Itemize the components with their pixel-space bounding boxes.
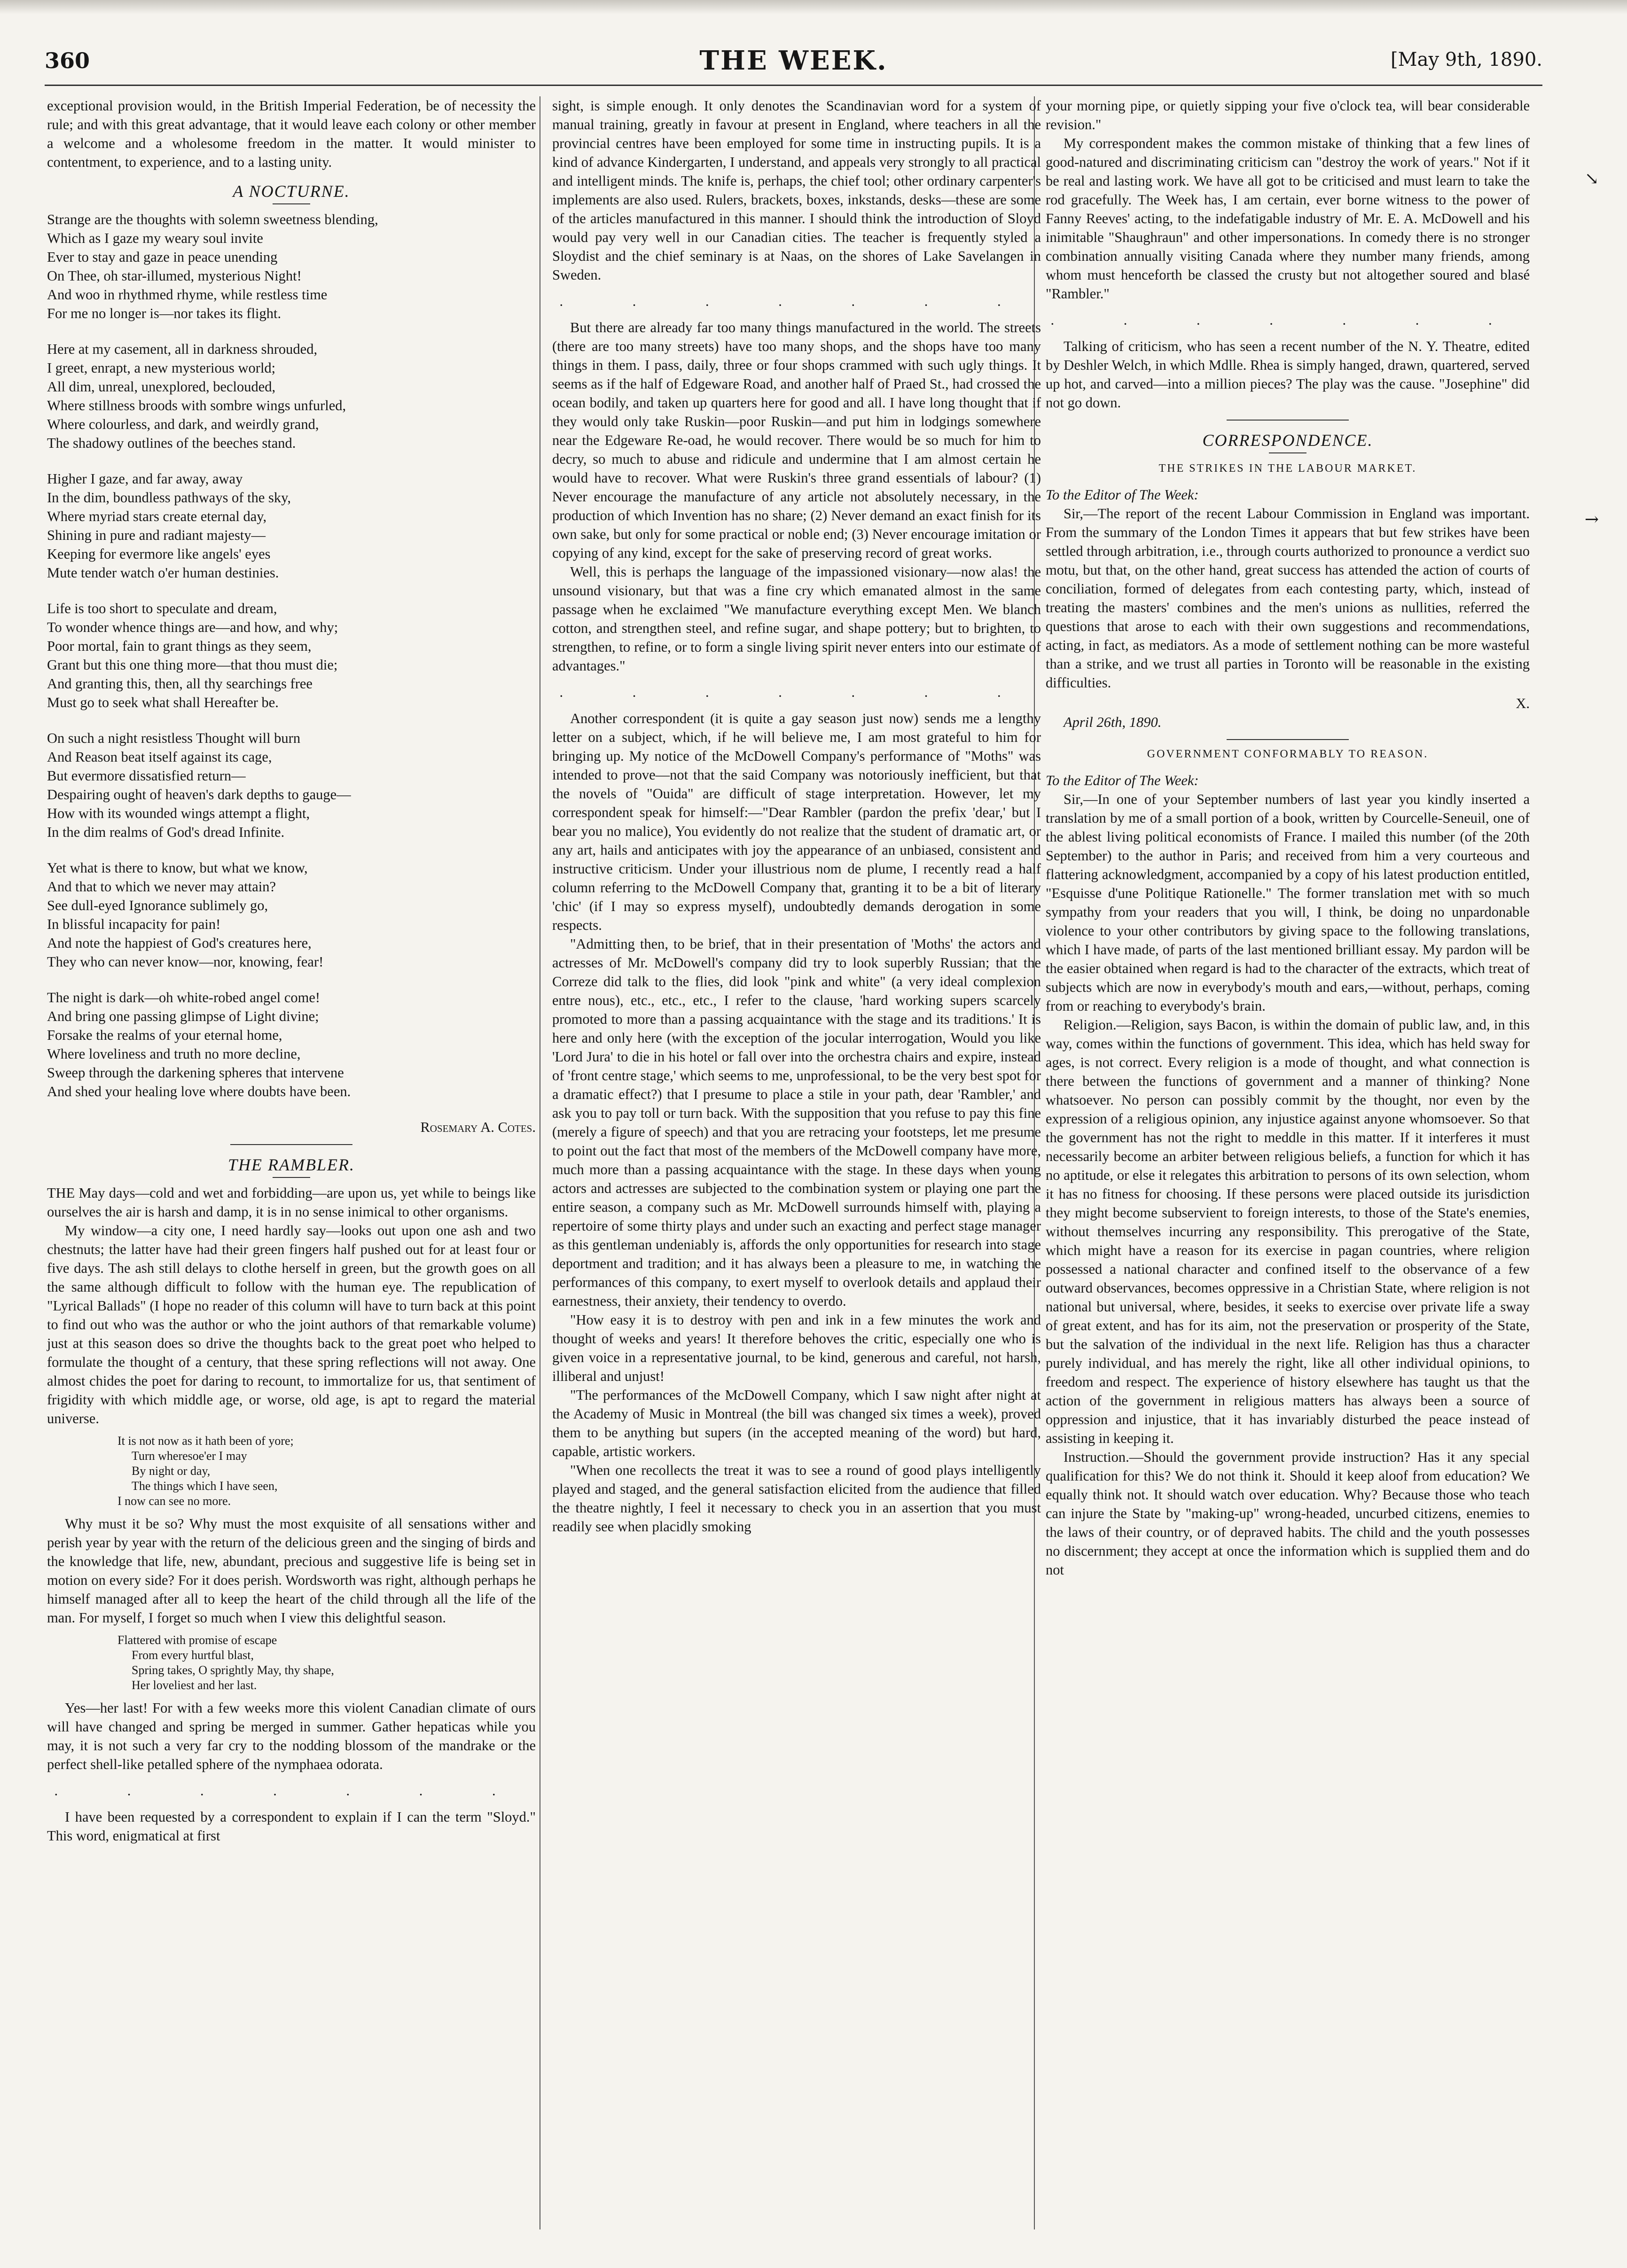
poem-line: And bring one passing glimpse of Light divine; [47, 1008, 319, 1024]
paragraph: Why must it be so? Why must the most exquisite of all sensations wither and perish year by year with the return of the delicious green and the singing of birds and the knowledge that life, new, abundant, precious and suggestive life is being set in motion on every side? For it does perish. Wordsworth was right, although perhaps he himself managed after all to keep the heart of the child through all the life of the man. For myself, I forget so much when I view this delightful season. [47, 1516, 536, 1626]
quote-line: The things which I have seen, [132, 1479, 278, 1493]
letter-heading: GOVERNMENT CONFORMABLY TO REASON. [1147, 748, 1429, 760]
page-header [45, 45, 1542, 78]
paragraph: But there are already far too many things manufactured in the world. The streets (there are too many streets) have too many shops, and the shops have too many things in them. I pass, daily, three or four shops crammed with such ugly things. It seems as if the half of Edgeware Road, and another half of Praed St., had crossed the ocean bodily, and taken up quarters here for good and all. I have long thought that if they would only take Ruskin—poor Ruskin—and put him in lodgings somewhere near the Edgeware Re-oad, he would recover. There would be so much for him to decry, so much to abuse and ridicule and undermine that I am almost certain he would have to recover. What were Ruskin's three grand essentials of labour? (1) Never encourage the manufacture of any article not absolutely necessary, in the production of which Invention has no share; (2) Never demand an exact finish for its own sake, but only for some practical or noble end; (3) Never encourage imitation or copying of any kind, except for the sake of preserving record of great works. [552, 320, 1041, 561]
poem-line: The shadowy outlines of the beeches stand. [47, 435, 296, 451]
poem [47, 210, 536, 1101]
section-title: A NOCTURNE. [233, 182, 350, 201]
poem-line: Grant but this one thing more—that thou must die; [47, 657, 338, 673]
poem-stanza [47, 599, 536, 712]
section-title: CORRESPONDENCE. [1202, 431, 1373, 450]
poem-line: To wonder whence things are—and how, and why; [47, 619, 338, 635]
poem-line: Which as I gaze my weary soul invite [47, 230, 263, 246]
poem-line: In the dim, boundless pathways of the sky, [47, 490, 291, 506]
paragraph: exceptional provision would, in the British Imperial Federation, be of necessity the rule; and with this great advantage, that it would leave each colony or other member a welcome and a wholesome freedom in the matter. It would minister to contentment, to experience, and to a lasting unity. [47, 98, 536, 170]
poem-line: On such a night resistless Thought will burn [47, 730, 301, 746]
paragraph: I have been requested by a correspondent to explain if I can the term "Sloyd." This word, enigmatical at first [47, 1809, 536, 1844]
issue-date: [May 9th, 1890. [1391, 49, 1542, 70]
quote-line: I now can see no more. [117, 1494, 231, 1508]
poem-stanza [47, 340, 536, 452]
margin-mark-icon: ↘ [1584, 169, 1599, 188]
quote-line: Flattered with promise of escape [117, 1633, 277, 1647]
poem-line: Shining in pure and radiant majesty— [47, 527, 266, 543]
column-2 [552, 96, 1041, 1536]
poem-line: Ever to stay and gaze in peace unending [47, 249, 278, 265]
paragraph: "The performances of the McDowell Company, which I saw night after night at the Academy of Music in Montreal (the bill was changed six times a week), proved them to be anything but supers (in the accepted meaning of the word) but hard, capable, artistic workers. [552, 1387, 1041, 1459]
poem-line: In blissful incapacity for pain! [47, 916, 221, 932]
paragraph: sight, is simple enough. It only denotes the Scandinavian word for a system of manual training, greatly in favour at present in England, where teachers in all the provincial centres have been employed for some time in instructing pupils. It is a kind of advance Kindergarten, I understand, and appeals very strongly to all practical and intelligent minds. The knife is, perhaps, the chief tool; other ordinary carpenter's implements are also used. Rulers, brackets, boxes, inkstands, desks—these are some of the articles manufactured in this manner. I should think the introduction of Sloyd would pay very well in our Canadian cities. The teacher is frequently styled a Sloydist and the chief seminary is at Naas, on the shores of Lake Savelangen in Sweden. [552, 98, 1041, 283]
quote-line: Spring takes, O sprightly May, thy shape, [132, 1663, 334, 1677]
poem-line: Poor mortal, fain to grant things as they seem, [47, 638, 312, 654]
poem-line: Where myriad stars create eternal day, [47, 508, 267, 524]
margin-mark-icon: → [1584, 510, 1599, 529]
section-break: . . . . . . . [559, 684, 1034, 700]
paragraph: Yes—her last! For with a few weeks more this violent Canadian climate of ours will have changed and spring be merged in summer. Gather hepaticas while you may, it is not such a very far cry to the nodding blossom of the mandrake or the perfect shell-like petalled sphere of the nymphaea odorata. [47, 1700, 536, 1772]
poem-line: Forsake the realms of your eternal home, [47, 1027, 282, 1043]
poem-signature: Rosemary A. Cotes. [420, 1119, 536, 1135]
paragraph: "When one recollects the treat it was to see a round of good plays intelligently played and staged, and the general satisfaction elicited from the audience that filled the theatre nightly, I feel it necessary to check you in an assertion that you must readily see when placidly smoking [552, 1462, 1041, 1535]
salutation: To the Editor of The Week: [1046, 487, 1199, 503]
paragraph: your morning pipe, or quietly sipping your five o'clock tea, will bear considerable revision." [1046, 98, 1530, 132]
divider [273, 203, 310, 204]
poem-line: For me no longer is—nor takes its flight. [47, 305, 282, 321]
quote-line: It is not now as it hath been of yore; [117, 1434, 294, 1448]
poem-line: The night is dark—oh white-robed angel come! [47, 990, 321, 1005]
divider [1227, 739, 1349, 740]
poem-line: Keeping for evermore like angels' eyes [47, 546, 271, 562]
poem-line: Where loveliness and truth no more decline, [47, 1046, 301, 1062]
paragraph: My correspondent makes the common mistake of thinking that a few lines of good-natured and discriminating criticism can "destroy the work of years." Not if it be real and lasting work. We have all got to be criticised and must learn to take the rod gracefully. The Week has, I am certain, ever borne witness to the power of Fanny Reeves' acting, to the indefatigable industry of Mr. E. A. McDowell and his inimitable "Shaughraun" and other impersonations. In comedy there is no stronger combination annually visiting Canada where they number many friends, among whom must henceforth be classed the crusty but not altogether soured and blasé "Rambler." [1046, 135, 1530, 302]
poem-stanza [47, 729, 536, 842]
paragraph: Sir,—In one of your September numbers of last year you kindly inserted a translation by me of a small portion of a book, written by Courcelle-Seneuil, one of the ablest living political economists of France. I mailed this number (of the 20th September) to the author in Paris; and received from him a very courteous and flattering acknowledgment, accompanied by a copy of his latest production entitled, "Esquisse d'une Politique Rationelle." The former translation met with so much sympathy from your readers that you will, I think, be doing no unpardonable violence to your other contributors by giving space to the following translations, which I have made, of parts of the last mentioned brilliant essay. My pardon will be the easier obtained when regard is had to the character of the extracts, which treat of subjects which are now in everybody's mouth and ears,—without, perhaps, coming from or reaching to everybody's brain. [1046, 791, 1530, 1014]
poem-line: All dim, unreal, unexplored, beclouded, [47, 379, 276, 395]
quote-line: Turn wheresoe'er I may [132, 1449, 247, 1463]
poem-line: Life is too short to speculate and dream, [47, 600, 277, 616]
paragraph: "Admitting then, to be brief, that in their presentation of 'Moths' the actors and actresses of Mr. McDowell's company did try to look superbly Russian; that the Correze did talk to the flies, did look "pink and white" (a very ideal complexion entre nous), etc., etc., etc., I refer to the clause, 'hard working supers scarcely promoted to more than a passing acquaintance with the stage and its traditions.' It is here and only here (with the exception of the jocular interrogation, Would you like 'Lord Jura' to die in his hotel or fall over into the orchestra chairs and expire, instead of 'front centre stage,' which seems to me, unprofessional, to be the very best spot for a dramatic effect?) that I presume to place a stile in your path, dear 'Rambler,' and ask you to pay toll or turn back. With the supposition that you refuse to pay this fine (merely a figure of speech) and that you are retracing your footsteps, let me presume to point out the fact that most of the members of the McDowell company have more, much more than a passing acquaintance with the stage. In these days when young actors and actresses are subjected to the combination system or playing one part the entire season, a company such as Mr. McDowell surrounds himself with, playing a repertoire of some thirty plays and under such an exacting and perfect stage manager as this gentleman undeniably is, affords the only opportunities for research into stage deportment and tradition; and it has always been a pleasure to me, in watching the performances of this company, to exert myself to overlook details and applaud their earnestness, their anxiety, their tendency to overdo. [552, 936, 1041, 1309]
divider [1227, 420, 1349, 421]
divider [1269, 452, 1306, 453]
page-number: 360 [45, 48, 90, 73]
divider [230, 1144, 352, 1145]
poem-line: And granting this, then, all thy searchings free [47, 676, 313, 692]
section-break: . . . . . . . [559, 293, 1034, 309]
paragraph: Sir,—The report of the recent Labour Commission in England was important. From the summary of the London Times it appears that but few strikes have been settled through arbitration, i.e., through courts authorized to pronounce a verdict suo motu, but that, on the other hand, great success has attended the action of courts of conciliation, formed of delegates from each contesting party, which, instead of treating the masters' combines and the men's unions as nullities, referred the questions that arose to each with their own suggestions and recommendations, acting, in fact, as mediators. As a mode of settlement nothing can be more wasteful than a strike, and we trust all parties in Toronto will be reasonable in the existing difficulties. [1046, 506, 1530, 691]
poem-line: Mute tender watch o'er human destinies. [47, 565, 279, 581]
column-1 [47, 96, 536, 1845]
poem-line: In the dim realms of God's dread Infinite. [47, 824, 285, 840]
poem-line: How with its wounded wings attempt a flight, [47, 805, 310, 821]
quote-line: From every hurtful blast, [132, 1648, 254, 1662]
poem-line: And note the happiest of God's creatures here, [47, 935, 312, 951]
poem-line: And woo in rhythmed rhyme, while restless time [47, 287, 328, 303]
poem-line: Sweep through the darkening spheres that intervene [47, 1065, 344, 1081]
verse-quote [117, 1633, 536, 1693]
poem-line: And Reason beat itself against its cage, [47, 749, 272, 765]
poem-line: And that to which we never may attain? [47, 879, 276, 895]
paragraph: Instruction.—Should the government provide instruction? Has it any special qualification for this? We do not think it. Should it keep aloof from education? We equally think not. It should watch over education. Why? Because those who teach can injure the State by "making-up" wrong-headed, uncurbed citizens, enemies to the laws of their country, or of depraved habits. The child and the youth possesses no discernment; they accept at once the information which is supplied them and do not [1046, 1449, 1530, 1578]
poem-stanza [47, 858, 536, 971]
quote-line: Her loveliest and her last. [132, 1678, 257, 1692]
paragraph: THE May days—cold and wet and forbidding—are upon us, yet while to beings like ourselves the air is harsh and damp, it is in no sense inimical to other organisms. [47, 1185, 536, 1220]
section-title: THE RAMBLER. [228, 1155, 355, 1174]
poem-line: Higher I gaze, and far away, away [47, 471, 243, 487]
poem-line: Yet what is there to know, but what we know, [47, 860, 308, 876]
paragraph: "How easy it is to destroy with pen and ink in a few minutes the work and thought of weeks and years! It therefore behoves the critic, especially one who is given voice in a representative journal, to be kind, generous and careful, not harsh, illiberal and unjust! [552, 1312, 1041, 1384]
poem-line: Strange are the thoughts with solemn sweetness blending, [47, 211, 378, 227]
paragraph: Talking of criticism, who has seen a recent number of the N. Y. Theatre, edited by Deshler Welch, in which Mdlle. Rhea is simply hanged, drawn, quartered, served up hot, and carved—into a million pieces? The play was the cause. "Josephine" did not go down. [1046, 338, 1530, 411]
verse-quote [117, 1434, 536, 1509]
poem-line: And shed your healing love where doubts have been. [47, 1083, 351, 1099]
divider [273, 1177, 310, 1178]
poem-line: Where stillness broods with sombre wings unfurled, [47, 397, 346, 413]
quote-line: By night or day, [132, 1464, 211, 1478]
page-top-edge [0, 0, 1627, 14]
section-break: . . . . . . . [1050, 312, 1525, 328]
poem-line: See dull-eyed Ignorance sublimely go, [47, 897, 268, 913]
poem-line: I greet, enrapt, a new mysterious world; [47, 360, 276, 376]
salutation: To the Editor of The Week: [1046, 772, 1199, 788]
poem-line: Must go to seek what shall Hereafter be. [47, 694, 279, 710]
poem-line: On Thee, oh star-illumed, mysterious Night! [47, 268, 302, 284]
paragraph: My window—a city one, I need hardly say—looks out upon one ash and two chestnuts; the latter have had their green fingers half pushed out for at least four or five days. The ash still delays to clothe herself in green, but the growth goes on all the same although difficult to follow with the human eye. The republication of "Lyrical Ballads" (I hope no reader of this column will have to turn back at this point to find out who was the author or who the joint authors of that remarkable volume) just at this season does so drive the thoughts back to the great poet who helped to formulate the thought of a century, that these spring reflections will not away. One almost chides the poet for daring to recount, to immortalize for us, that sentiment of frigidity with which middle age, or worse, old age, is apt to regard the material universe. [47, 1223, 536, 1426]
paragraph: Another correspondent (it is quite a gay season just now) sends me a lengthy letter on a subject, which, if he will believe me, I am most grateful to him for bringing up. My notice of the McDowell Company's performance of "Moths" was intended to prove—not that the said Company was notoriously inefficient, but that the novels of "Ouida" are difficult of stage interpretation. However, let my correspondent speak for himself:—"Dear Rambler (pardon the prefix 'dear,' but I bear you no malice), You evidently do not realize that the student of dramatic art, or any art, hails and anticipates with joy the appearance of an unbiased, consistent and instructive criticism. Under your illustrious nom de plume, I recently read a half column referring to the McDowell Company that, granting it to be a bit of literary 'chic' (if I may so express myself), undoubtedly demands derogation in some respects. [552, 710, 1041, 933]
header-rule [45, 85, 1542, 86]
column-3 [1046, 96, 1530, 1579]
poem-line: They who can never know—nor, knowing, fear! [47, 954, 324, 970]
letter-signature: X. [1516, 695, 1530, 711]
poem-stanza [47, 469, 536, 582]
paragraph: Well, this is perhaps the language of the impassioned visionary—now alas! the unsound visionary, but that was a fine cry which emanated almost in the same passage when he exclaimed "We manufacture everything except Men. We blanch cotton, and strengthen steel, and refine sugar, and shape pottery; but to brighten, to strengthen, to refine, or to form a single living spirit never enters into our estimate of advantages." [552, 564, 1041, 674]
poem-line: Where colourless, and dark, and weirdly grand, [47, 416, 319, 432]
section-break: . . . . . . . [54, 1783, 529, 1799]
poem-line: But evermore dissatisfied return— [47, 768, 246, 784]
poem-line: Here at my casement, all in darkness shrouded, [47, 341, 318, 357]
paragraph: Religion.—Religion, says Bacon, is within the domain of public law, and, in this way, comes within the functions of government. This idea, which has held sway for ages, is not correct. Every religion is a mode of thought, and what connection is there between the functions of government and a manner of thinking? None whatsoever. No person can possibly commit by the thought, nor even by the expression of a religious opinion, any injustice against anyone whomsoever. So that the government has not the right to meddle in this matter. If it interferes it must necessarily become an arbiter between religious beliefs, a function for which it has no aptitude, or else it relegates this arbitration to persons of its own selection, whom it has no fitness for choosing. If these persons were placed outside its jurisdiction they might become subservient to foreign interests, to those of the State's enemies, without themselves incurring any responsibility. This prerogative of the State, which might have a reason for its exercise in pagan countries, where religion possessed a national character and confined itself to the observance of a few outward observances, becomes oppressive in a Christian State, where religion is not national but universal, where, besides, it seeks to exercise over private life a sway of great extent, and has for its aim, not the preservation or prosperity of the State, but the salvation of the individual in the next life. Religion has thus a character purely individual, and has merely the right, like all other individual opinions, to freedom and respect. The experience of history elsewhere has taught us that the action of the government in religious matters has always been a source of oppression and injustice, that it has invariably disturbed the peace instead of assisting in keeping it. [1046, 1017, 1530, 1446]
poem-line: Despairing ought of heaven's dark depths to gauge— [47, 787, 351, 803]
letter-heading: THE STRIKES IN THE LABOUR MARKET. [1158, 462, 1417, 475]
poem-stanza [47, 988, 536, 1101]
poem-stanza [47, 210, 536, 323]
letter-date: April 26th, 1890. [1064, 714, 1162, 730]
masthead: THE WEEK. [699, 45, 888, 76]
